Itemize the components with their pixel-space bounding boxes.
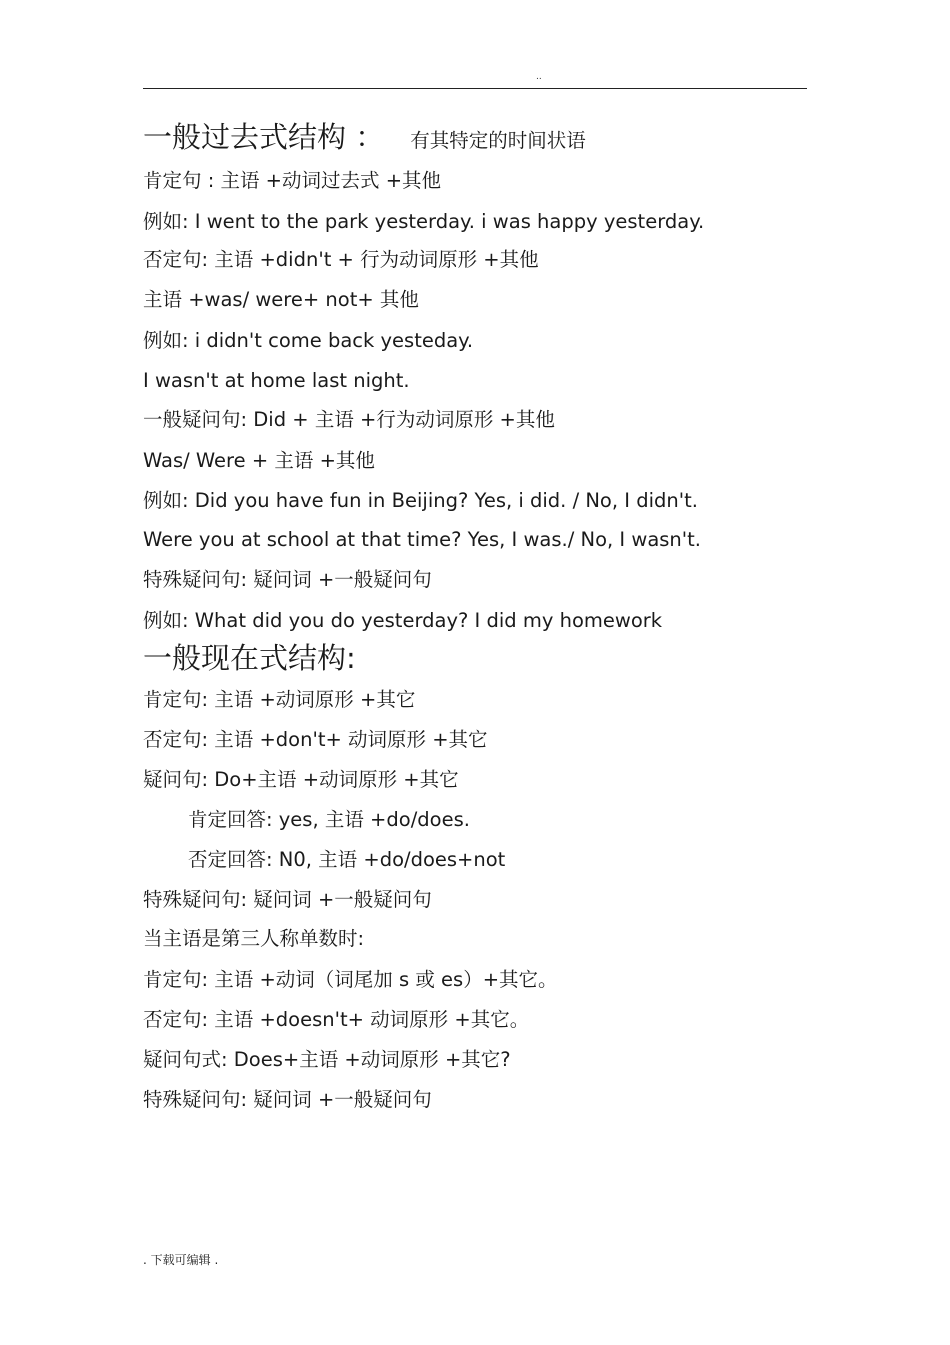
present-no-answer: 否定回答: N0, 主语 +do/does+not bbox=[188, 848, 506, 871]
past-tense-title: 一般过去式结构 ： bbox=[143, 120, 385, 154]
header-rule bbox=[143, 88, 807, 89]
past-tense-heading bbox=[143, 119, 586, 159]
present-affirmative: 肯定句: 主语 +动词原形 +其它 bbox=[143, 688, 416, 711]
past-wh-question: 特殊疑问句: 疑问词 +一般疑问句 bbox=[143, 568, 432, 591]
past-affirmative: 肯定句 : 主语 +动词过去式 +其他 bbox=[143, 169, 442, 192]
header-mark: .. bbox=[536, 72, 542, 82]
third-person-affirmative: 肯定句: 主语 +动词（词尾加 s 或 es）+其它。 bbox=[143, 968, 558, 991]
third-person-wh-question: 特殊疑问句: 疑问词 +一般疑问句 bbox=[143, 1088, 432, 1111]
present-question: 疑问句: Do+主语 +动词原形 +其它 bbox=[143, 768, 459, 791]
third-person-negative: 否定句: 主语 +doesn't+ 动词原形 +其它。 bbox=[143, 1008, 530, 1031]
present-yes-answer: 肯定回答: yes, 主语 +do/does. bbox=[188, 808, 470, 831]
past-example-4: 例如: Did you have fun in Beijing? Yes, i did. / No, I didn't. bbox=[143, 489, 698, 512]
past-example-5: Were you at school at that time? Yes, I was./ No, I wasn't. bbox=[143, 528, 701, 551]
past-example-3: I wasn't at home last night. bbox=[143, 369, 410, 392]
present-wh-question: 特殊疑问句: 疑问词 +一般疑问句 bbox=[143, 888, 432, 911]
footer-note: . 下载可编辑 . bbox=[143, 1253, 219, 1267]
past-example-6: 例如: What did you do yesterday? I did my homework bbox=[143, 609, 663, 632]
third-person-question: 疑问句式: Does+主语 +动词原形 +其它? bbox=[143, 1048, 511, 1071]
present-tense-heading: 一般现在式结构: bbox=[143, 641, 356, 675]
past-tense-note: 有其特定的时间状语 bbox=[410, 129, 586, 152]
past-example-1: 例如: I went to the park yesterday. i was happy yesterday. bbox=[143, 210, 705, 233]
past-question-be: Was/ Were + 主语 +其他 bbox=[143, 449, 375, 472]
present-negative: 否定句: 主语 +don't+ 动词原形 +其它 bbox=[143, 728, 488, 751]
past-example-2: 例如: i didn't come back yesteday. bbox=[143, 329, 474, 352]
past-negative-be: 主语 +was/ were+ not+ 其他 bbox=[143, 288, 419, 311]
past-question: 一般疑问句: Did + 主语 +行为动词原形 +其他 bbox=[143, 408, 555, 431]
third-person-note: 当主语是第三人称单数时: bbox=[143, 927, 365, 950]
past-negative: 否定句: 主语 +didn't + 行为动词原形 +其他 bbox=[143, 248, 539, 271]
